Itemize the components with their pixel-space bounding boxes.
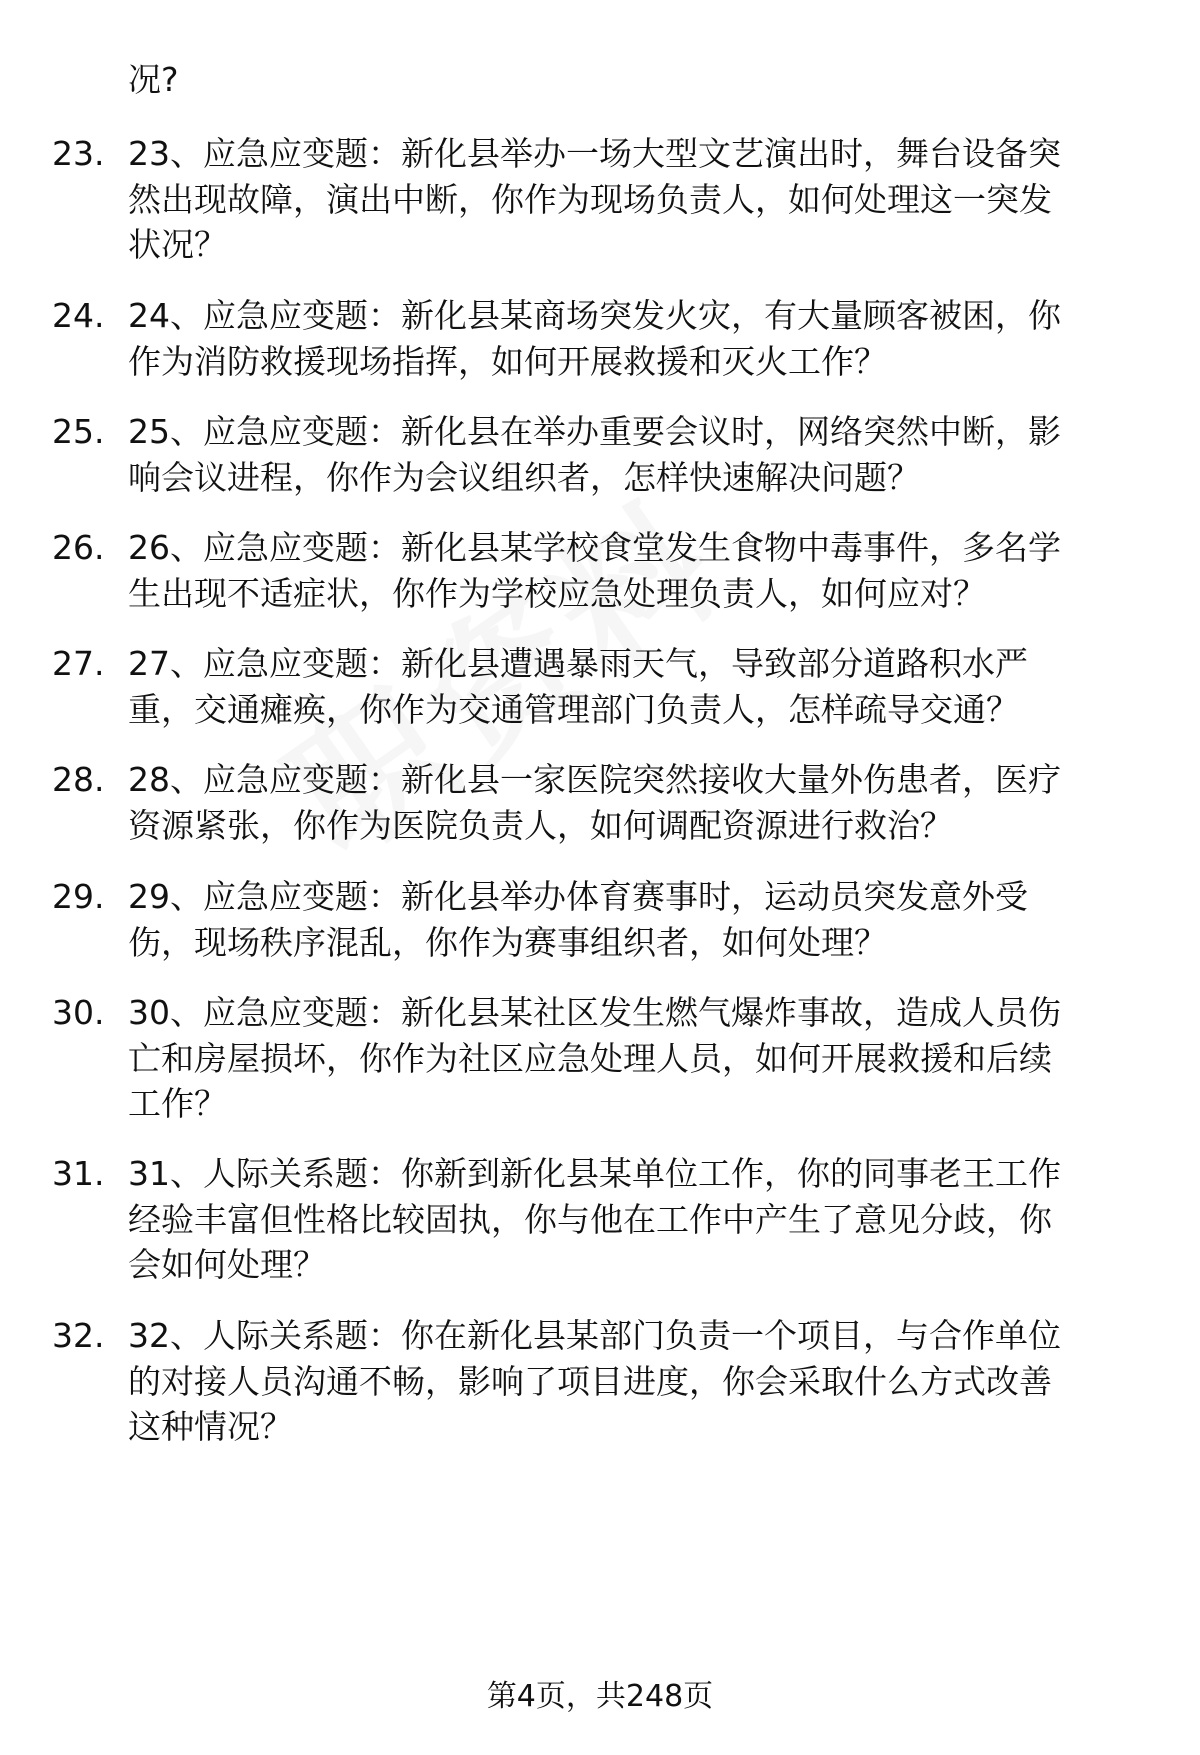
question-number: 30. xyxy=(52,993,105,1032)
question-text xyxy=(128,990,1148,1127)
question-text xyxy=(128,131,1148,268)
question-text xyxy=(128,874,1148,965)
question-line: 31、人际关系题：你新到新化县某单位工作，你的同事老王工作 xyxy=(128,1154,1061,1193)
question-number: 29. xyxy=(52,877,105,916)
question-text xyxy=(128,641,1148,732)
question-line: 会如何处理？ xyxy=(128,1245,326,1284)
question-text xyxy=(128,1313,1148,1450)
question-line: 25、应急应变题：新化县在举办重要会议时，网络突然中断，影 xyxy=(128,412,1061,451)
question-line: 32、人际关系题：你在新化县某部门负责一个项目，与合作单位 xyxy=(128,1316,1061,1355)
continuation-text: 况? xyxy=(128,60,179,99)
question-line: 23、应急应变题：新化县举办一场大型文艺演出时，舞台设备突 xyxy=(128,134,1061,173)
question-line: 然出现故障，演出中断，你作为现场负责人，如何处理这一突发 xyxy=(128,179,1052,219)
question-line: 28、应急应变题：新化县一家医院突然接收大量外伤患者，医疗 xyxy=(128,760,1061,799)
question-number: 31. xyxy=(52,1154,105,1193)
question-line: 响会议进程，你作为会议组织者，怎样快速解决问题？ xyxy=(128,457,920,497)
question-number: 24. xyxy=(52,296,105,335)
question-number: 27. xyxy=(52,644,105,683)
question-text xyxy=(128,1151,1148,1288)
question-text xyxy=(128,757,1148,848)
question-line: 生出现不适症状，你作为学校应急处理负责人，如何应对？ xyxy=(128,573,986,613)
question-line: 亡和房屋损坏，你作为社区应急处理人员，如何开展救援和后续 xyxy=(128,1038,1052,1078)
question-line: 经验丰富但性格比较固执，你与他在工作中产生了意见分歧，你 xyxy=(128,1199,1052,1239)
question-text xyxy=(128,525,1148,616)
question-number: 32. xyxy=(52,1316,105,1355)
question-line: 30、应急应变题：新化县某社区发生燃气爆炸事故，造成人员伤 xyxy=(128,993,1061,1032)
question-line: 27、应急应变题：新化县遭遇暴雨天气，导致部分道路积水严 xyxy=(128,644,1028,683)
question-line: 26、应急应变题：新化县某学校食堂发生食物中毒事件，多名学 xyxy=(128,528,1061,567)
question-line: 状况？ xyxy=(128,225,227,264)
question-line: 伤，现场秩序混乱，你作为赛事组织者，如何处理？ xyxy=(128,922,887,962)
question-line: 工作？ xyxy=(128,1084,227,1123)
question-line: 这种情况？ xyxy=(128,1407,293,1446)
question-line: 资源紧张，你作为医院负责人，如何调配资源进行救治？ xyxy=(128,805,953,845)
question-line: 作为消防救援现场指挥，如何开展救援和灭火工作？ xyxy=(128,341,887,381)
question-number: 28. xyxy=(52,760,105,799)
page-footer: 第4页，共248页 xyxy=(486,1679,714,1714)
question-line: 24、应急应变题：新化县某商场突发火灾，有大量顾客被困，你 xyxy=(128,296,1061,335)
question-number: 23. xyxy=(52,134,105,173)
question-number: 26. xyxy=(52,528,105,567)
question-text xyxy=(128,409,1148,500)
question-line: 重，交通瘫痪，你作为交通管理部门负责人，怎样疏导交通？ xyxy=(128,689,1019,729)
question-line: 的对接人员沟通不畅，影响了项目进度，你会采取什么方式改善 xyxy=(128,1361,1052,1401)
question-line: 29、应急应变题：新化县举办体育赛事时，运动员突发意外受 xyxy=(128,877,1028,916)
question-number: 25. xyxy=(52,412,105,451)
question-text xyxy=(128,293,1148,384)
